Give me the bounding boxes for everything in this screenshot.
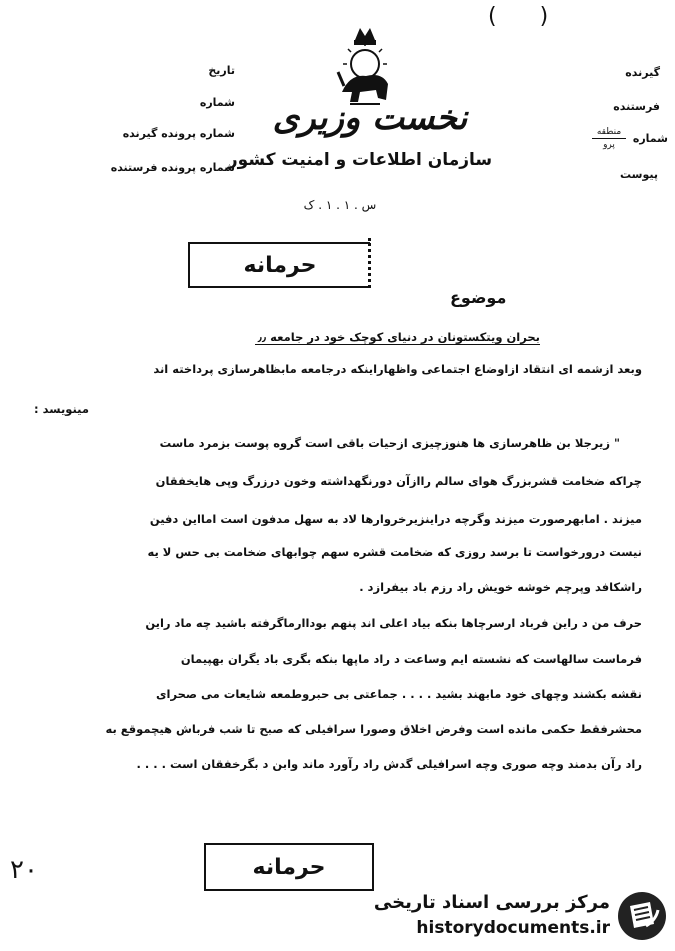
body-line: محشرفقط حکمی مانده است وفرض اخلاق وصورا سرافیلی که صبح تا شب فرباش هیچموقع به (105, 722, 642, 736)
watermark-url: historydocuments.ir (416, 918, 610, 938)
number-right-label: شماره (632, 132, 668, 145)
date-field-label: تاریخ (208, 64, 235, 77)
number-sub-bottom: پرو (603, 140, 615, 150)
top-paren-mark: ( ) (488, 4, 567, 29)
receiver-file-number-label: شماره پرونده گیرنده (122, 127, 235, 140)
body-line: نقشه بکشند وچهای خود مابهند بشید . . . . جماعتی بی حبروطمعه شایعات می صحرای (155, 687, 642, 701)
confidential-stamp-bottom: حرمانه (204, 843, 374, 891)
handwritten-side-mark: ٢٠ (10, 855, 38, 885)
body-line: میزند . امابهرصورت میزند وگرچه دراینزیرخروارها لاد به سهل مدفون است امااین دفین (149, 512, 642, 526)
body-line: مینویسد : (34, 402, 89, 416)
body-line: وبعد ازشمه ای انتقاد ازاوضاع اجتماعی واظهاراینکه درجامعه مابظاهرسازی پرداخته اند (153, 362, 642, 376)
attachment-field-label: پیوست (620, 168, 658, 181)
receiver-field-label: گیرنده (625, 66, 660, 79)
reference-code: س . ۱ . ۱ . ک (303, 198, 377, 212)
watermark-name: مرکز بررسی اسناد تاریخی (373, 892, 610, 913)
document-title: نخست وزیری (272, 98, 468, 138)
confidential-stamp-top: حرمانه (188, 242, 370, 288)
body-line: راشکافد وپرچم خوشه خویش راد رزم باد بیفرازد . (359, 580, 642, 594)
body-line: راد رآن بدمند وچه صوری وچه اسرافیلی گدش راد رآورد ماند وابن د بگرخفقان است . . . . (136, 757, 642, 771)
number-field-label: شماره (199, 96, 235, 109)
body-line: چراکه ضخامت قشربزرگ هوای سالم راازآن دورنگهداشته وخون درزرگ وپی هایخفقان (155, 474, 642, 488)
sender-field-label: فرستنده (613, 100, 660, 113)
document-archive-icon (616, 890, 668, 942)
body-line: حرف من د راین فرباد ارسرچاها بنکه بیاد اعلی اند پنهم بوداارماگرفته باشید چه ماد راین (145, 616, 642, 630)
body-line: نیست درورخواست تا برسد روزی که ضخامت قشره سهم چوابهای ضخامت بی حس لا یه (147, 545, 642, 559)
body-line: فرماست سالهاست که نشسته ایم وساعت د راد ماپها بنکه بگری باد یگران بهپیمان (180, 652, 642, 666)
subject-label: موضوع (450, 288, 507, 307)
organization-name: سازمان اطلاعات و امنیت کشور (227, 150, 493, 170)
number-sub-top: منطقه (592, 126, 626, 139)
sender-file-number-label: شماره پرونده فرستنده (110, 161, 235, 174)
number-sub-box (592, 126, 626, 152)
watermark-logo (373, 888, 670, 946)
subject-line: بحران ویتکستونان در دنیای کوچک خود در جامعه ٫٫ (255, 330, 540, 345)
stamp-dotted-edge (368, 238, 375, 288)
body-line: " زیرجلا بن ظاهرسازی ها هنوزچیزی ازحیات باقی است گروه پوست بزمرد ماست (159, 436, 620, 450)
